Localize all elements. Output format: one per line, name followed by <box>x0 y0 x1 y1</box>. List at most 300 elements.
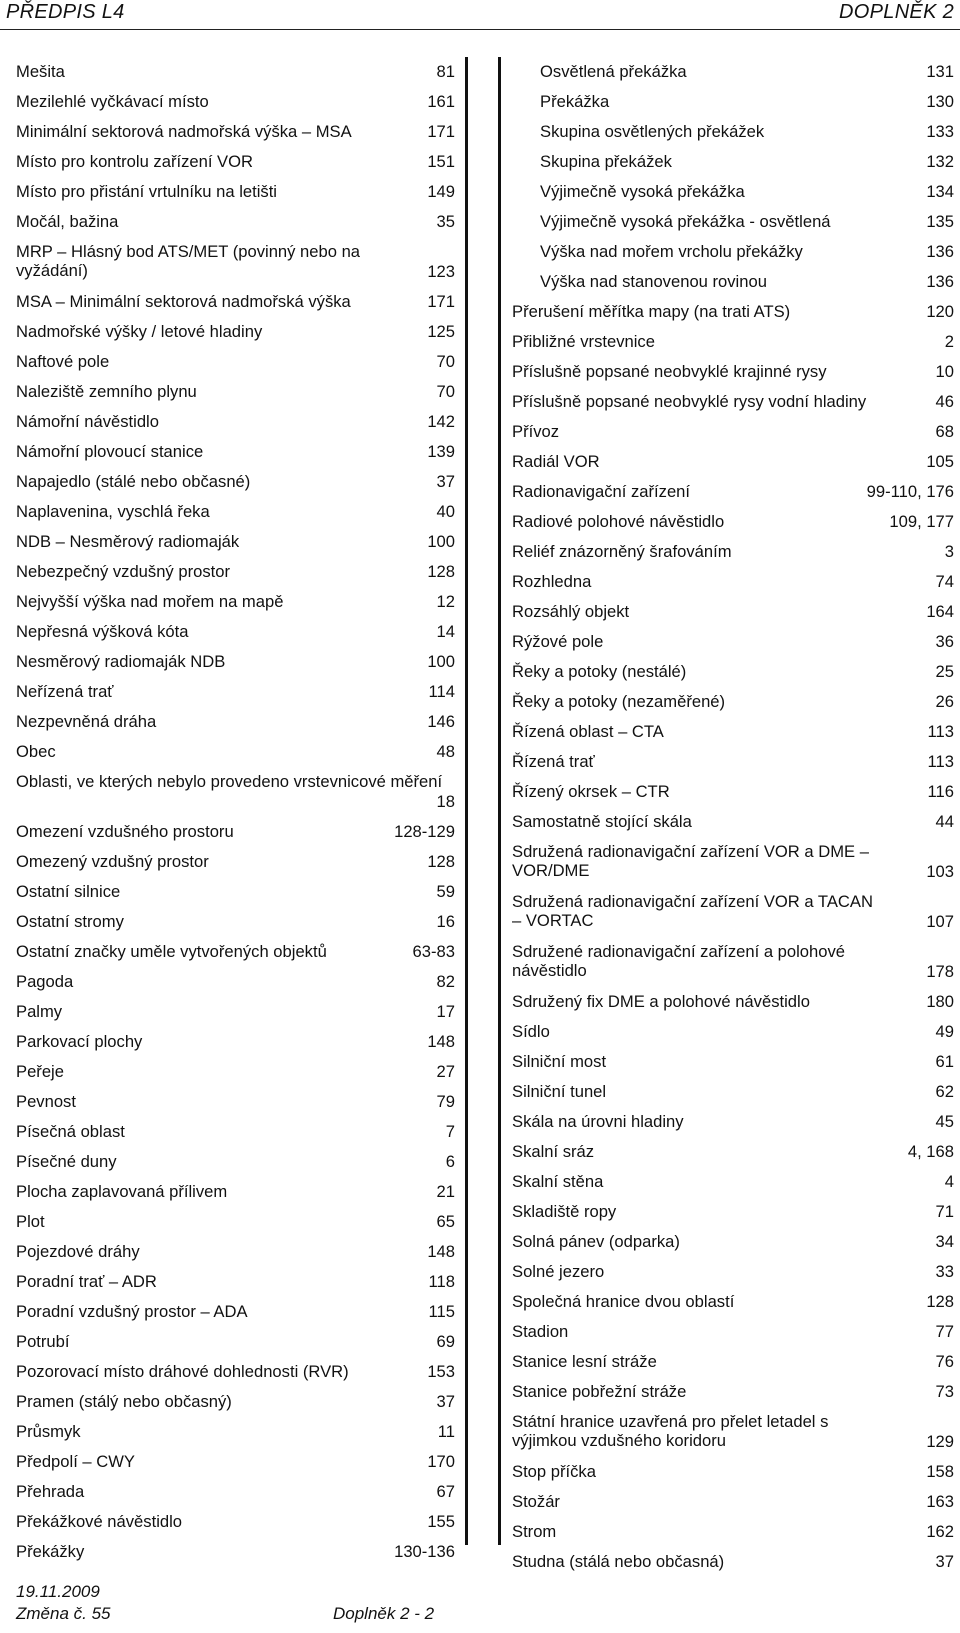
index-entry-pages: 162 <box>926 1522 954 1541</box>
index-entry-pages: 136 <box>926 242 954 261</box>
index-entry-label: Samostatně stojící skála <box>512 812 692 831</box>
index-entry-pages: 68 <box>935 422 954 441</box>
change-bar-right <box>498 57 501 1545</box>
index-entry-label: MSA – Minimální sektorová nadmořská výška <box>16 292 351 311</box>
index-entry-pages: 113 <box>927 752 954 771</box>
index-entry-pages: 161 <box>427 92 455 111</box>
index-entry <box>512 507 954 537</box>
header-document-title: PŘEDPIS L4 <box>6 1 125 23</box>
index-entry <box>512 717 954 747</box>
index-entry <box>512 837 954 887</box>
index-entry <box>512 87 954 117</box>
index-entry <box>16 1507 455 1537</box>
index-entry-label: Řízená trať <box>512 752 595 771</box>
index-entry <box>16 177 455 207</box>
index-entry <box>16 967 455 997</box>
index-entry-label: Napajedlo (stálé nebo občasné) <box>16 472 251 491</box>
index-entry-pages: 76 <box>935 1352 954 1371</box>
index-entry-pages: 69 <box>436 1332 455 1351</box>
index-entry <box>16 347 455 377</box>
index-entry-label: Rozsáhlý objekt <box>512 602 630 621</box>
index-entry-label: Omezený vzdušný prostor <box>16 852 209 871</box>
index-entry-label: Přerušení měřítka mapy (na trati ATS) <box>512 302 791 321</box>
index-entry-label: Ostatní stromy <box>16 912 124 931</box>
index-entry <box>512 1197 954 1227</box>
index-column-left <box>16 57 455 1567</box>
index-entry-label: Společná hranice dvou oblastí <box>512 1292 735 1311</box>
index-entry <box>16 1057 455 1087</box>
index-entry <box>16 737 455 767</box>
index-entry <box>512 297 954 327</box>
index-entry <box>16 1357 455 1387</box>
index-entry-label: Skladiště ropy <box>512 1202 617 1221</box>
index-entry <box>16 57 455 87</box>
index-entry-pages: 131 <box>926 62 954 81</box>
index-entry-pages: 16 <box>436 912 455 931</box>
index-entry <box>16 557 455 587</box>
index-entry <box>512 1457 954 1487</box>
index-entry <box>512 1347 954 1377</box>
index-entry-pages: 4, 168 <box>907 1142 954 1161</box>
index-entry <box>16 847 455 877</box>
index-entry-pages: 123 <box>427 262 455 281</box>
index-entry-pages: 18 <box>436 792 455 811</box>
index-entry <box>16 1027 455 1057</box>
index-entry-label: Řízený okrsek – CTR <box>512 782 670 801</box>
index-entry-label: Parkovací plochy <box>16 1032 143 1051</box>
index-entry-pages: 6 <box>445 1152 455 1171</box>
index-entry <box>512 1167 954 1197</box>
index-entry-label: Námořní plovoucí stanice <box>16 442 204 461</box>
index-entry-pages: 130-136 <box>394 1542 455 1561</box>
index-entry <box>512 1257 954 1287</box>
index-entry-label: Ostatní silnice <box>16 882 121 901</box>
index-entry-pages: 114 <box>428 682 455 701</box>
index-entry-pages: 34 <box>935 1232 954 1251</box>
index-entry <box>16 377 455 407</box>
index-entry <box>16 1087 455 1117</box>
index-entry <box>512 1487 954 1517</box>
index-entry-pages: 113 <box>927 722 954 741</box>
index-entry-label: Reliéf znázorněný šrafováním <box>512 542 732 561</box>
index-entry <box>512 417 954 447</box>
index-entry-pages: 33 <box>935 1262 954 1281</box>
index-entry-label: Solné jezero <box>512 1262 605 1281</box>
index-entry-pages: 136 <box>926 272 954 291</box>
footer-change-number: Změna č. 55 <box>16 1604 111 1623</box>
index-entry-label: Řeky a potoky (nezaměřené) <box>512 692 726 711</box>
index-entry-pages: 81 <box>436 62 455 81</box>
index-entry <box>16 527 455 557</box>
index-entry-label: Naleziště zemního plynu <box>16 382 197 401</box>
index-entry-pages: 17 <box>436 1002 455 1021</box>
index-entry-pages: 59 <box>436 882 455 901</box>
index-entry <box>16 407 455 437</box>
index-entry-label: Skupina osvětlených překážek <box>540 122 765 141</box>
index-entry-label: Poradní trať – ADR <box>16 1272 157 1291</box>
index-entry-pages: 103 <box>926 862 954 881</box>
index-entry-label: Sdružená radionavigační zařízení VOR a TACAN – VORTAC <box>512 892 873 930</box>
index-entry <box>512 597 954 627</box>
index-entry-label: Pojezdové dráhy <box>16 1242 140 1261</box>
index-entry <box>512 1227 954 1257</box>
index-entry-label: Přívoz <box>512 422 560 441</box>
index-entry-label: Oblasti, ve kterých nebylo provedeno vrstevnicové měření <box>16 772 443 791</box>
index-entry-pages: 100 <box>427 652 455 671</box>
index-entry-label: Močál, bažina <box>16 212 119 231</box>
index-entry-label: NDB – Nesměrový radiomaják <box>16 532 240 551</box>
index-entry <box>16 1387 455 1417</box>
index-entry-pages: 73 <box>935 1382 954 1401</box>
header-section-title: DOPLNĚK 2 <box>839 1 954 23</box>
index-entry <box>512 147 954 177</box>
index-entry-label: Námořní návěstidlo <box>16 412 159 431</box>
index-entry-label: Rýžové pole <box>512 632 604 651</box>
index-entry-pages: 116 <box>927 782 954 801</box>
index-entry-label: Stanice lesní stráže <box>512 1352 657 1371</box>
index-entry-pages: 118 <box>428 1272 455 1291</box>
index-entry-label: Plocha zaplavovaná přílivem <box>16 1182 228 1201</box>
index-entry <box>16 437 455 467</box>
index-entry <box>16 497 455 527</box>
index-entry <box>16 467 455 497</box>
index-entry <box>16 1237 455 1267</box>
index-entry-pages: 163 <box>926 1492 954 1511</box>
index-entry-pages: 65 <box>436 1212 455 1231</box>
index-entry <box>512 267 954 297</box>
index-entry-pages: 12 <box>436 592 455 611</box>
index-entry-pages: 27 <box>436 1062 455 1081</box>
index-entry-label: Sídlo <box>512 1022 550 1041</box>
index-entry-label: Pramen (stálý nebo občasný) <box>16 1392 232 1411</box>
index-entry-pages: 134 <box>926 182 954 201</box>
index-entry <box>512 57 954 87</box>
index-entry-pages: 153 <box>427 1362 455 1381</box>
index-entry-label: Neřízená trať <box>16 682 114 701</box>
index-entry-label: Naplavenina, vyschlá řeka <box>16 502 210 521</box>
index-entry-label: Rozhledna <box>512 572 592 591</box>
index-entry-label: Studna (stálá nebo občasná) <box>512 1552 725 1571</box>
index-entry <box>512 687 954 717</box>
index-entry <box>512 657 954 687</box>
index-entry-pages: 135 <box>926 212 954 231</box>
index-entry <box>16 1327 455 1357</box>
index-entry-pages: 120 <box>926 302 954 321</box>
change-bar-left <box>465 57 468 1545</box>
index-entry-pages: 70 <box>436 352 455 371</box>
index-entry <box>16 587 455 617</box>
index-entry-pages: 25 <box>935 662 954 681</box>
index-entry-label: Nepřesná výšková kóta <box>16 622 189 641</box>
index-entry-label: Nebezpečný vzdušný prostor <box>16 562 230 581</box>
index-entry-pages: 3 <box>944 542 954 561</box>
index-entry-pages: 37 <box>436 472 455 491</box>
index-entry-pages: 149 <box>427 182 455 201</box>
index-entry <box>512 887 954 937</box>
index-entry <box>512 1287 954 1317</box>
index-entry <box>512 177 954 207</box>
index-entry-label: Místo pro kontrolu zařízení VOR <box>16 152 254 171</box>
index-entry-pages: 35 <box>436 212 455 231</box>
index-entry <box>16 207 455 237</box>
index-entry <box>512 937 954 987</box>
index-entry <box>16 1267 455 1297</box>
index-entry-pages: 178 <box>926 962 954 981</box>
index-entry-pages: 151 <box>427 152 455 171</box>
index-entry-pages: 26 <box>935 692 954 711</box>
index-entry <box>16 1297 455 1327</box>
index-entry-label: Ostatní značky uměle vytvořených objektů <box>16 942 327 961</box>
index-entry <box>16 907 455 937</box>
index-entry-pages: 170 <box>427 1452 455 1471</box>
index-entry-pages: 10 <box>935 362 954 381</box>
index-entry-pages: 148 <box>427 1242 455 1261</box>
index-entry-label: Pevnost <box>16 1092 76 1111</box>
index-entry-label: Radionavigační zařízení <box>512 482 691 501</box>
index-entry-label: Omezení vzdušného prostoru <box>16 822 234 841</box>
index-entry <box>16 1207 455 1237</box>
index-entry <box>512 1137 954 1167</box>
index-entry-label: Řízená oblast – CTA <box>512 722 664 741</box>
index-entry-label: Výška nad stanovenou rovinou <box>540 272 767 291</box>
index-entry <box>512 1047 954 1077</box>
index-entry-pages: 128 <box>926 1292 954 1311</box>
index-entry <box>16 1477 455 1507</box>
index-entry-label: Nadmořské výšky / letové hladiny <box>16 322 263 341</box>
index-entry-label: Výjimečně vysoká překážka - osvětlená <box>540 212 831 231</box>
index-entry <box>512 207 954 237</box>
index-entry <box>16 647 455 677</box>
index-entry-label: Stožár <box>512 1492 560 1511</box>
index-entry-label: Silniční tunel <box>512 1082 607 1101</box>
index-entry <box>512 1017 954 1047</box>
index-entry-pages: 63-83 <box>412 942 455 961</box>
index-entry-pages: 37 <box>436 1392 455 1411</box>
index-entry-label: Pagoda <box>16 972 74 991</box>
index-entry-pages: 128 <box>427 852 455 871</box>
index-entry-pages: 100 <box>427 532 455 551</box>
index-entry-pages: 146 <box>427 712 455 731</box>
index-entry-label: Průsmyk <box>16 1422 81 1441</box>
index-entry-label: Radiové polohové návěstidlo <box>512 512 725 531</box>
index-entry-pages: 115 <box>428 1302 455 1321</box>
index-entry-pages: 77 <box>935 1322 954 1341</box>
index-entry-pages: 40 <box>436 502 455 521</box>
index-entry-pages: 155 <box>427 1512 455 1531</box>
index-entry-label: Mešita <box>16 62 65 81</box>
index-entry-label: Předpolí – CWY <box>16 1452 135 1471</box>
index-entry <box>16 997 455 1027</box>
index-entry-pages: 71 <box>935 1202 954 1221</box>
index-entry-pages: 4 <box>944 1172 954 1191</box>
index-entry <box>16 817 455 847</box>
index-entry-label: Potrubí <box>16 1332 70 1351</box>
index-entry-label: Písečné duny <box>16 1152 117 1171</box>
index-entry-label: Překážkové návěstidlo <box>16 1512 183 1531</box>
index-entry-pages: 128-129 <box>394 822 455 841</box>
index-entry <box>512 237 954 267</box>
index-entry-label: Strom <box>512 1522 557 1541</box>
index-entry-label: Státní hranice uzavřená pro přelet letadel s výjimkou vzdušného koridoru <box>512 1412 829 1450</box>
page-header <box>0 0 960 30</box>
index-entry-label: Místo pro přistání vrtulníku na letišti <box>16 182 277 201</box>
index-entry <box>16 87 455 117</box>
index-entry-pages: 139 <box>427 442 455 461</box>
index-entry-label: Silniční most <box>512 1052 607 1071</box>
index-entry <box>16 877 455 907</box>
index-entry-pages: 105 <box>926 452 954 471</box>
index-entry-label: Naftové pole <box>16 352 110 371</box>
index-entry <box>16 237 455 287</box>
index-entry <box>16 677 455 707</box>
index-entry-label: Nejvyšší výška nad mořem na mapě <box>16 592 284 611</box>
index-entry-label: Obec <box>16 742 56 761</box>
index-entry-pages: 67 <box>436 1482 455 1501</box>
index-entry-pages: 48 <box>436 742 455 761</box>
index-entry <box>512 1407 954 1457</box>
index-entry-label: Nesměrový radiomaják NDB <box>16 652 226 671</box>
index-entry <box>512 117 954 147</box>
index-entry <box>512 1317 954 1347</box>
index-entry-label: Sdružený fix DME a polohové návěstidlo <box>512 992 810 1011</box>
index-entry-label: Sdružené radionavigační zařízení a polohové návěstidlo <box>512 942 846 980</box>
index-entry <box>16 1177 455 1207</box>
index-entry-pages: 125 <box>427 322 455 341</box>
index-entry-pages: 21 <box>436 1182 455 1201</box>
index-entry-label: Minimální sektorová nadmořská výška – MSA <box>16 122 352 141</box>
index-entry-label: MRP – Hlásný bod ATS/MET (povinný nebo na vyžádání) <box>16 242 361 280</box>
index-entry <box>16 1537 455 1567</box>
index-entry <box>512 357 954 387</box>
index-entry-label: Překážka <box>540 92 610 111</box>
index-entry <box>16 287 455 317</box>
index-entry <box>16 1447 455 1477</box>
index-entry-label: Nezpevněná dráha <box>16 712 157 731</box>
index-entry-label: Skála na úrovni hladiny <box>512 1112 684 1131</box>
index-entry <box>512 327 954 357</box>
index-entry-label: Sdružená radionavigační zařízení VOR a DME – VOR/DME <box>512 842 869 880</box>
index-entry <box>512 777 954 807</box>
index-entry-pages: 45 <box>935 1112 954 1131</box>
index-entry-label: Mezilehlé vyčkávací místo <box>16 92 209 111</box>
index-entry-label: Výška nad mořem vrcholu překážky <box>540 242 803 261</box>
index-entry-pages: 74 <box>935 572 954 591</box>
index-entry-pages: 133 <box>926 122 954 141</box>
index-entry <box>512 387 954 417</box>
index-entry <box>512 987 954 1017</box>
index-entry-pages: 99-110, 176 <box>866 482 954 501</box>
index-entry-pages: 79 <box>436 1092 455 1111</box>
index-entry-pages: 142 <box>427 412 455 431</box>
index-entry <box>512 1107 954 1137</box>
index-entry <box>16 617 455 647</box>
index-entry-pages: 171 <box>427 292 455 311</box>
index-entry <box>16 1417 455 1447</box>
footer-page-number: Doplněk 2 - 2 <box>333 1604 435 1623</box>
index-entry-pages: 44 <box>935 812 954 831</box>
index-entry-label: Stanice pobřežní stráže <box>512 1382 687 1401</box>
index-entry-label: Písečná oblast <box>16 1122 125 1141</box>
index-entry <box>512 447 954 477</box>
index-entry-pages: 107 <box>926 912 954 931</box>
index-entry-label: Osvětlená překážka <box>540 62 687 81</box>
index-entry-pages: 11 <box>437 1422 455 1441</box>
index-entry <box>512 537 954 567</box>
index-entry <box>512 1077 954 1107</box>
index-entry <box>16 147 455 177</box>
index-entry <box>512 807 954 837</box>
index-entry <box>16 1117 455 1147</box>
index-entry-pages: 46 <box>935 392 954 411</box>
index-entry-pages: 36 <box>935 632 954 651</box>
index-entry-pages: 7 <box>445 1122 455 1141</box>
index-entry-label: Radiál VOR <box>512 452 600 471</box>
index-entry-label: Skalní stěna <box>512 1172 604 1191</box>
index-entry-label: Výjimečně vysoká překážka <box>540 182 745 201</box>
index-entry-pages: 132 <box>926 152 954 171</box>
index-entry <box>512 1377 954 1407</box>
index-entry <box>512 1547 954 1577</box>
index-entry <box>512 567 954 597</box>
footer-date: 19.11.2009 <box>16 1582 100 1601</box>
index-column-right <box>512 57 954 1577</box>
index-entry-label: Pozorovací místo dráhové dohlednosti (RVR) <box>16 1362 349 1381</box>
index-entry-pages: 109, 177 <box>889 512 954 531</box>
index-entry-pages: 171 <box>427 122 455 141</box>
index-entry-label: Přibližné vrstevnice <box>512 332 655 351</box>
index-entry <box>16 1147 455 1177</box>
index-entry-pages: 128 <box>427 562 455 581</box>
index-entry-pages: 62 <box>935 1082 954 1101</box>
index-entry <box>512 1517 954 1547</box>
index-entry-label: Peřeje <box>16 1062 64 1081</box>
index-entry-label: Skupina překážek <box>540 152 672 171</box>
index-entry-label: Solná pánev (odparka) <box>512 1232 680 1251</box>
index-entry <box>512 747 954 777</box>
index-entry <box>16 117 455 147</box>
index-entry-pages: 130 <box>926 92 954 111</box>
index-entry-label: Skalní sráz <box>512 1142 595 1161</box>
index-entry-label: Poradní vzdušný prostor – ADA <box>16 1302 248 1321</box>
index-entry <box>512 627 954 657</box>
index-entry-label: Palmy <box>16 1002 63 1021</box>
index-entry <box>16 707 455 737</box>
index-entry-pages: 148 <box>427 1032 455 1051</box>
index-entry-pages: 2 <box>944 332 954 351</box>
index-entry-pages: 82 <box>436 972 455 991</box>
index-entry-pages: 61 <box>935 1052 954 1071</box>
index-entry-pages: 180 <box>926 992 954 1011</box>
index-entry <box>512 477 954 507</box>
index-entry-label: Stop příčka <box>512 1462 596 1481</box>
index-entry-label: Příslušně popsané neobvyklé krajinné rysy <box>512 362 827 381</box>
index-entry-label: Překážky <box>16 1542 85 1561</box>
index-entry-label: Plot <box>16 1212 45 1231</box>
index-entry <box>16 317 455 347</box>
index-entry-pages: 158 <box>926 1462 954 1481</box>
index-entry-pages: 37 <box>935 1552 954 1571</box>
index-entry-label: Příslušně popsané neobvyklé rysy vodní hladiny <box>512 392 867 411</box>
index-entry <box>16 937 455 967</box>
index-entry-pages: 129 <box>926 1432 954 1451</box>
index-entry-label: Přehrada <box>16 1482 85 1501</box>
index-entry-label: Stadion <box>512 1322 569 1341</box>
index-entry-pages: 70 <box>436 382 455 401</box>
index-entry-label: Řeky a potoky (nestálé) <box>512 662 687 681</box>
index-entry <box>16 767 455 817</box>
index-entry-pages: 49 <box>935 1022 954 1041</box>
index-entry-pages: 14 <box>436 622 455 641</box>
